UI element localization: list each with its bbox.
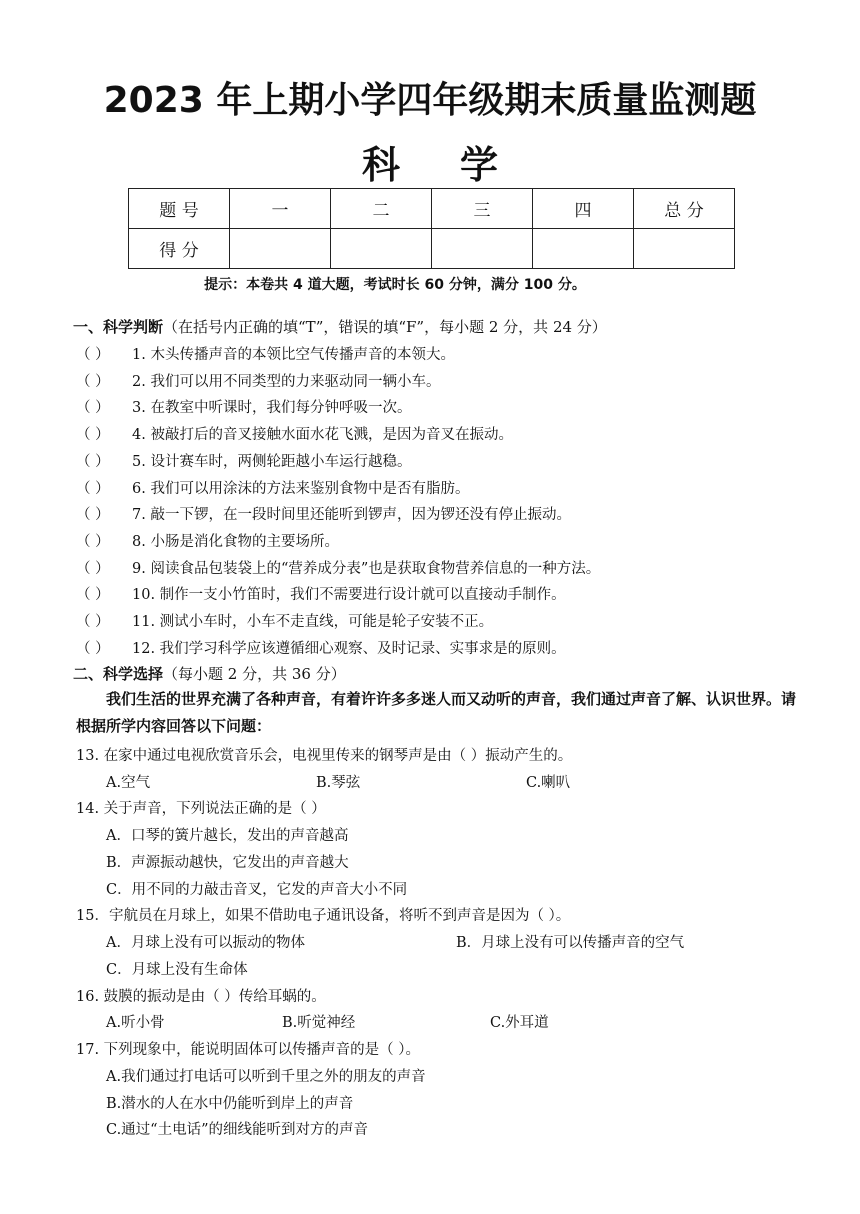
score-table <box>128 188 735 269</box>
score-cell-col4: 四 <box>533 189 634 229</box>
q17-option-c[interactable]: C.通过“土电话”的细线能听到对方的声音 <box>106 1122 369 1138</box>
q15-option-b[interactable]: B．月球上没有可以传播声音的空气 <box>456 935 685 951</box>
q16-stem: 16. 鼓膜的振动是由（ ）传给耳蜗的。 <box>76 989 326 1005</box>
answer-paren[interactable]: （ ） <box>76 400 110 416</box>
section2-intro: 我们生活的世界充满了各种声音，有着许许多多迷人而又动听的声音，我们通过声音了解、认识世界。请根据所学内容回答以下问题： <box>76 690 797 735</box>
section2-heading <box>73 663 346 684</box>
judge-item-11[interactable] <box>76 610 493 631</box>
section1-heading <box>73 316 607 337</box>
score-cell-col2: 二 <box>331 189 432 229</box>
judge-item-4[interactable] <box>76 423 513 444</box>
judge-item-6[interactable] <box>76 477 469 498</box>
q16-option-b[interactable]: B.听觉神经 <box>282 1015 356 1031</box>
score-cell-label: 题 号 <box>129 189 230 229</box>
q14-option-b[interactable]: B．声源振动越快，它发出的声音越大 <box>106 855 349 871</box>
score-cell-total: 总 分 <box>634 189 735 229</box>
judge-text: 7. 敲一下锣，在一段时间里还能听到锣声，因为锣还没有停止振动。 <box>132 507 571 523</box>
score-input-1[interactable] <box>230 229 331 269</box>
q14-option-a[interactable]: A．口琴的簧片越长，发出的声音越高 <box>106 828 349 844</box>
judge-text: 1. 木头传播声音的本领比空气传播声音的本领大。 <box>132 347 455 363</box>
judge-item-10[interactable] <box>76 583 566 604</box>
score-table-score-row <box>129 229 735 269</box>
q14-option-c[interactable]: C．用不同的力敲击音叉，它发的声音大小不同 <box>106 882 408 898</box>
judge-text: 5. 设计赛车时，两侧轮距越小车运行越稳。 <box>132 454 412 470</box>
judge-item-8[interactable] <box>76 530 339 551</box>
q16-option-c[interactable]: C.外耳道 <box>490 1015 549 1031</box>
judge-text: 10. 制作一支小竹笛时，我们不需要进行设计就可以直接动手制作。 <box>132 587 566 603</box>
judge-item-7[interactable] <box>76 503 571 524</box>
judge-text: 11. 测试小车时，小车不走直线，可能是轮子安装不正。 <box>132 614 494 630</box>
answer-paren[interactable]: （ ） <box>76 641 110 657</box>
q15-option-a[interactable]: A．月球上没有可以振动的物体 <box>106 935 305 951</box>
answer-paren[interactable]: （ ） <box>76 614 110 630</box>
exam-hint: 提示：本卷共 4 道大题，考试时长 60 分钟，满分 100 分。 <box>204 277 586 293</box>
answer-paren[interactable]: （ ） <box>76 561 110 577</box>
q13-stem: 13. 在家中通过电视欣赏音乐会，电视里传来的钢琴声是由（ ）振动产生的。 <box>76 748 573 764</box>
q13-option-c[interactable]: C.喇叭 <box>526 775 571 791</box>
section2-note: （每小题 2 分，共 36 分） <box>163 665 346 683</box>
answer-paren[interactable]: （ ） <box>76 454 110 470</box>
answer-paren[interactable]: （ ） <box>76 481 110 497</box>
judge-item-2[interactable] <box>76 370 440 391</box>
q17-option-b[interactable]: B.潜水的人在水中仍能听到岸上的声音 <box>106 1096 354 1112</box>
judge-text: 2. 我们可以用不同类型的力来驱动同一辆小车。 <box>132 374 441 390</box>
answer-paren[interactable]: （ ） <box>76 347 110 363</box>
score-input-total[interactable] <box>634 229 735 269</box>
section1-title: 一、科学判断 <box>73 318 164 336</box>
score-table-header-row <box>129 189 735 229</box>
q13-option-b[interactable]: B.琴弦 <box>316 775 361 791</box>
judge-text: 8. 小肠是消化食物的主要场所。 <box>132 534 339 550</box>
q15-option-c[interactable]: C．月球上没有生命体 <box>106 962 248 978</box>
score-cell-col1: 一 <box>230 189 331 229</box>
answer-paren[interactable]: （ ） <box>76 427 110 443</box>
page-title: 2023 年上期小学四年级期末质量监测题 <box>103 80 757 121</box>
judge-item-12[interactable] <box>76 637 566 658</box>
section2-title: 二、科学选择 <box>73 665 164 683</box>
answer-paren[interactable]: （ ） <box>76 507 110 523</box>
q17-stem: 17. 下列现象中，能说明固体可以传播声音的是（ ）。 <box>76 1042 421 1058</box>
q17-option-a[interactable]: A.我们通过打电话可以听到千里之外的朋友的声音 <box>106 1069 426 1085</box>
judge-text: 9. 阅读食品包装袋上的“营养成分表”也是获取食物营养信息的一种方法。 <box>132 561 601 577</box>
judge-text: 4. 被敲打后的音叉接触水面水花飞溅，是因为音叉在振动。 <box>132 427 513 443</box>
judge-item-3[interactable] <box>76 396 411 417</box>
score-input-2[interactable] <box>331 229 432 269</box>
q16-option-a[interactable]: A.听小骨 <box>106 1015 165 1031</box>
judge-item-5[interactable] <box>76 450 411 471</box>
judge-item-9[interactable] <box>76 557 600 578</box>
score-input-4[interactable] <box>533 229 634 269</box>
judge-text: 3. 在教室中听课时，我们每分钟呼吸一次。 <box>132 400 412 416</box>
q14-stem: 14. 关于声音，下列说法正确的是（ ） <box>76 801 326 817</box>
score-cell-col3: 三 <box>432 189 533 229</box>
answer-paren[interactable]: （ ） <box>76 587 110 603</box>
q13-option-a[interactable]: A.空气 <box>106 775 151 791</box>
judge-item-1[interactable] <box>76 343 455 364</box>
judge-text: 12. 我们学习科学应该遵循细心观察、及时记录、实事求是的原则。 <box>132 641 566 657</box>
score-row-label: 得 分 <box>129 229 230 269</box>
subject-title: 科学 <box>361 142 558 187</box>
answer-paren[interactable]: （ ） <box>76 534 110 550</box>
judge-text: 6. 我们可以用涂沫的方法来鉴别食物中是否有脂肪。 <box>132 481 470 497</box>
q15-stem: 15．宇航员在月球上，如果不借助电子通讯设备，将听不到声音是因为（ ）。 <box>76 908 571 924</box>
section1-note: （在括号内正确的填“T”，错误的填“F”，每小题 2 分，共 24 分） <box>163 318 607 336</box>
score-input-3[interactable] <box>432 229 533 269</box>
answer-paren[interactable]: （ ） <box>76 374 110 390</box>
